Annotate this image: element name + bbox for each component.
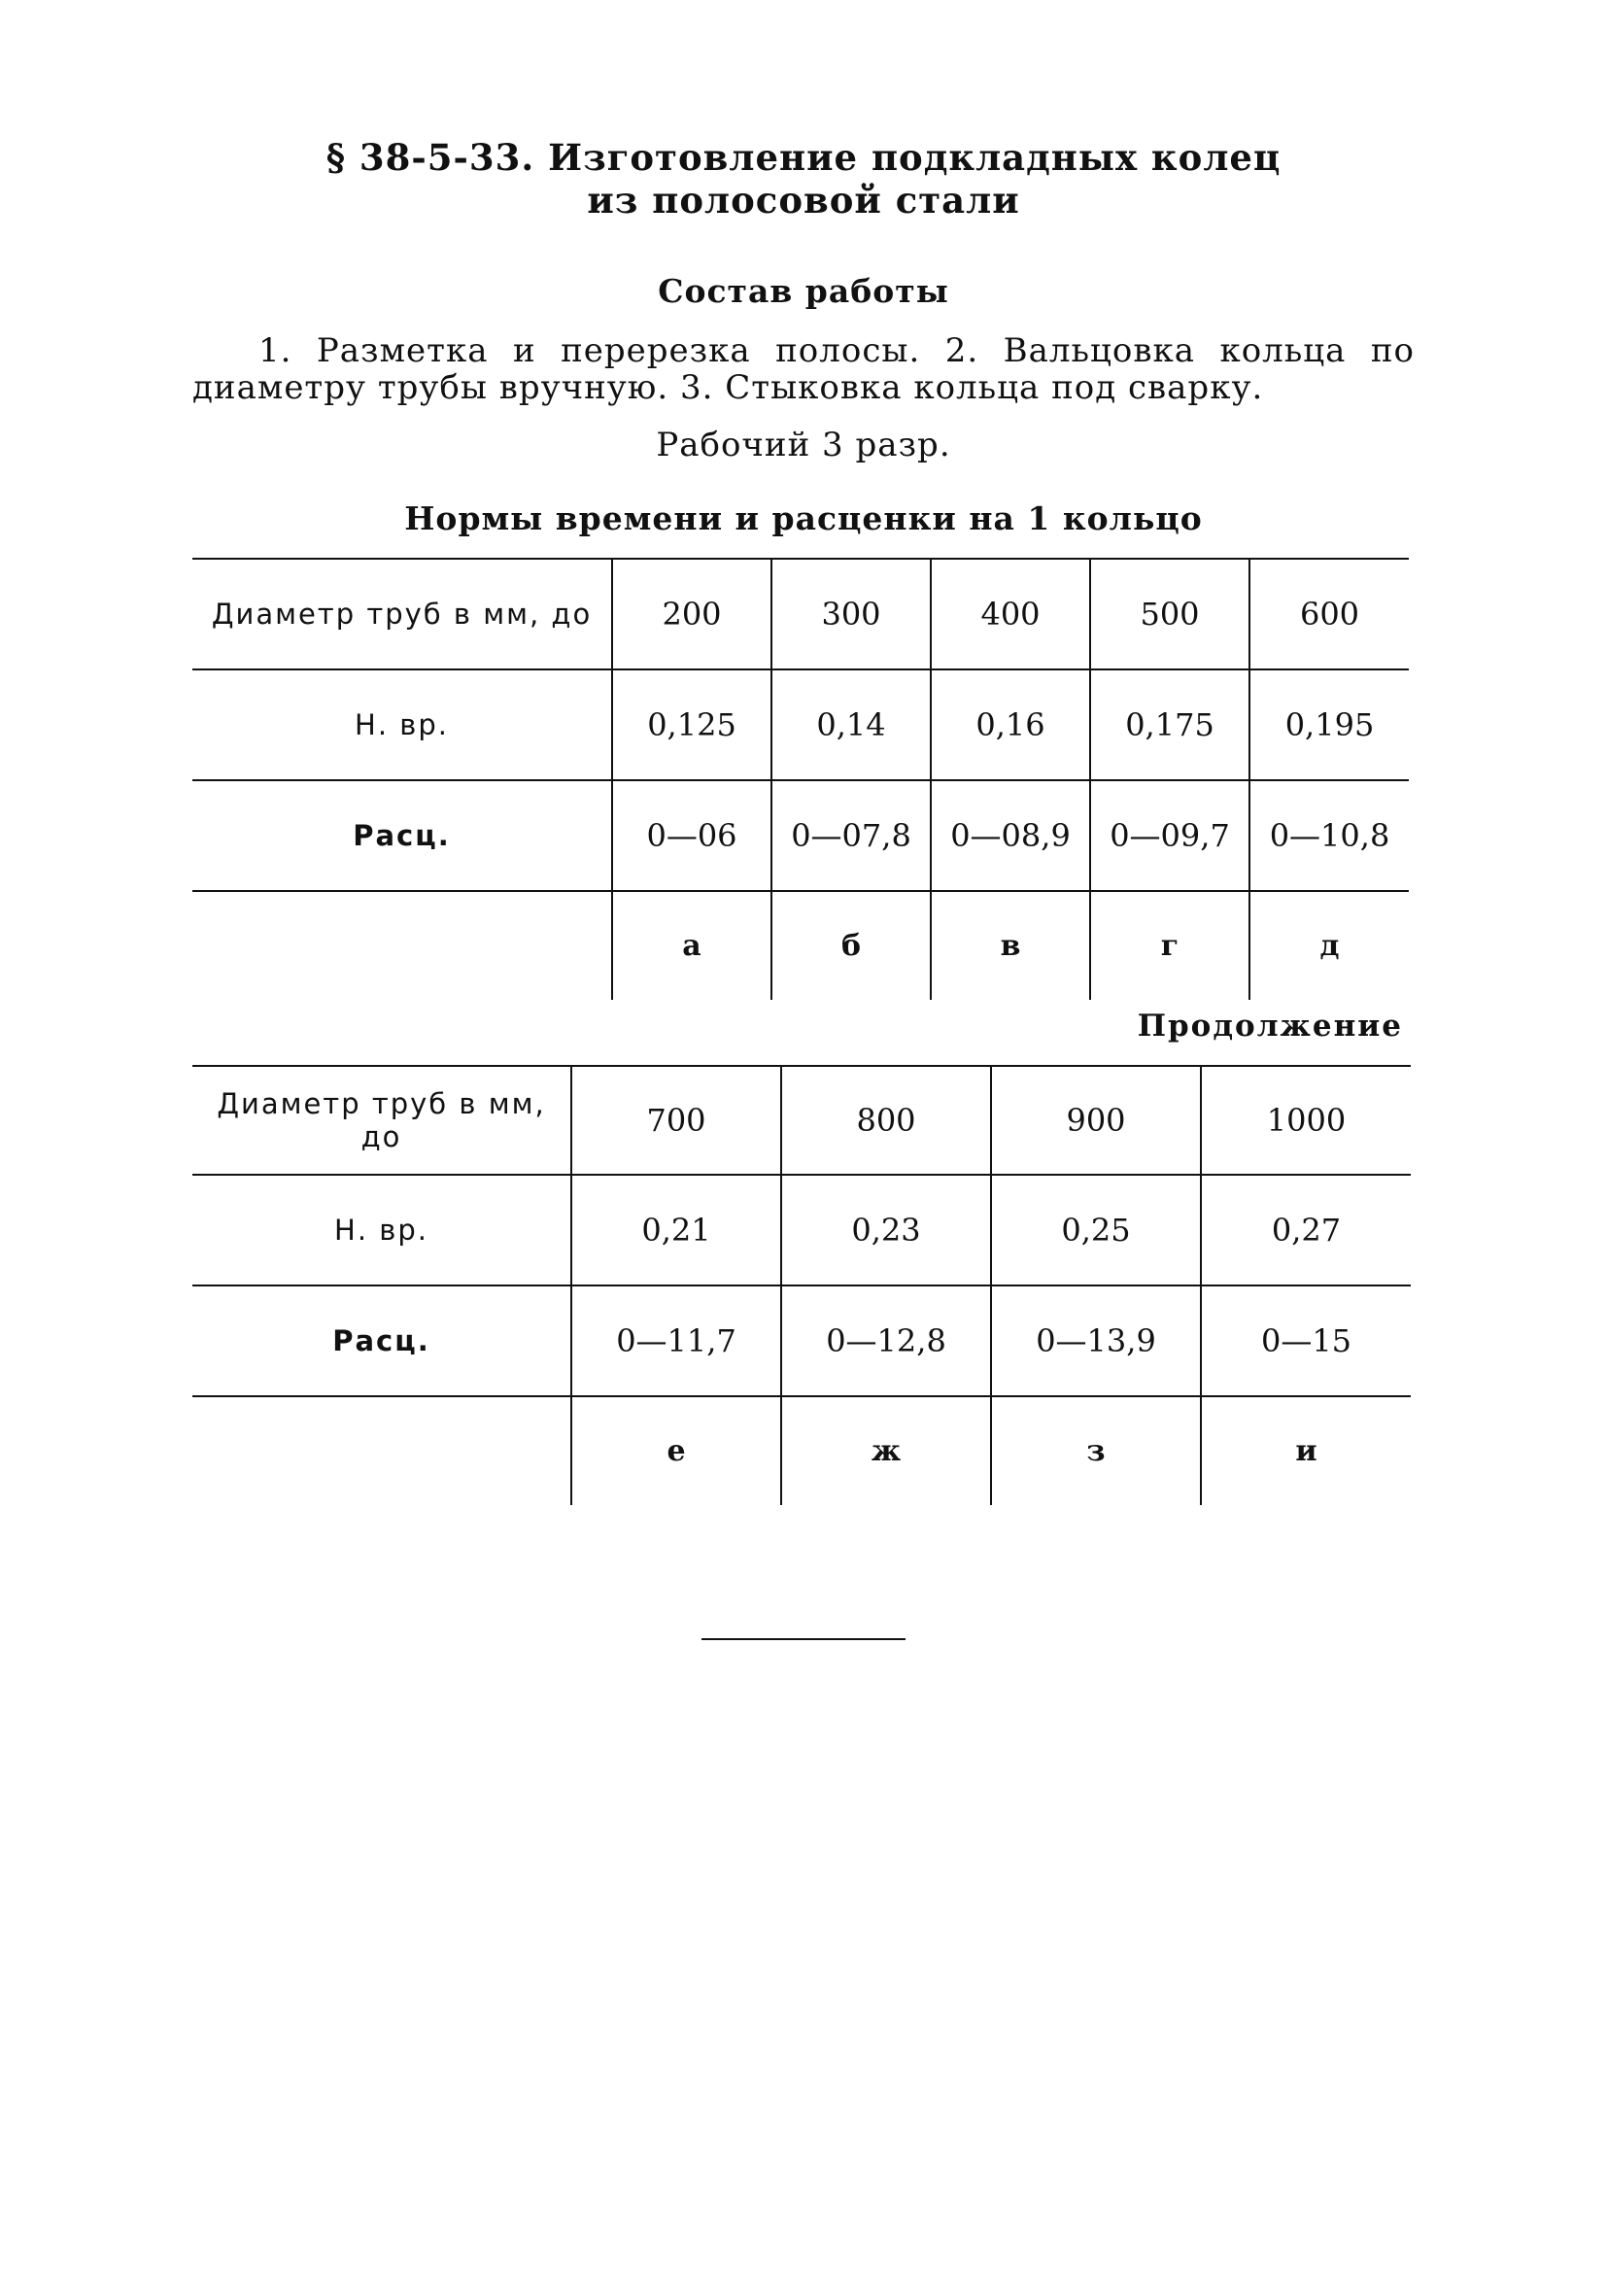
diameter-cell: 800 [781, 1066, 991, 1175]
table-row [192, 1066, 1411, 1175]
diameter-label: Диаметр труб в мм, до [192, 1066, 571, 1175]
work-description [192, 332, 1415, 406]
rate-cell: 0—12,8 [781, 1285, 991, 1396]
diameter-cell: 500 [1090, 559, 1249, 669]
norm-cell: 0,21 [571, 1175, 781, 1285]
norm-cell: 0,25 [991, 1175, 1201, 1285]
norm-cell: 0,14 [771, 669, 931, 780]
table-row [192, 559, 1409, 669]
column-letter: г [1090, 891, 1249, 1000]
table-row [192, 1175, 1411, 1285]
diameter-label: Диаметр труб в мм, до [192, 559, 612, 669]
table-row [192, 891, 1409, 1000]
norm-label: Н. вр. [192, 1175, 571, 1285]
norms-table-2 [192, 1065, 1411, 1505]
norms-title: Нормы времени и расценки на 1 кольцо [404, 499, 1203, 537]
norm-cell: 0,125 [612, 669, 771, 780]
column-letter: д [1249, 891, 1409, 1000]
rate-cell: 0—13,9 [991, 1285, 1201, 1396]
work-heading: Состав работы [658, 272, 949, 310]
column-letter: е [571, 1396, 781, 1505]
column-letter: з [991, 1396, 1201, 1505]
norms-table-1 [192, 558, 1409, 1000]
rate-cell: 0—11,7 [571, 1285, 781, 1396]
continuation-label: Продолжение [1137, 1009, 1403, 1044]
rate-cell: 0—07,8 [771, 780, 931, 891]
column-letter: а [612, 891, 771, 1000]
table-row [192, 669, 1409, 780]
diameter-cell: 300 [771, 559, 931, 669]
table-row [192, 1396, 1411, 1505]
norm-cell: 0,16 [931, 669, 1090, 780]
norm-cell: 0,195 [1249, 669, 1409, 780]
norm-cell: 0,175 [1090, 669, 1249, 780]
rate-label: Расц. [192, 1285, 571, 1396]
diameter-cell: 1000 [1201, 1066, 1411, 1175]
table-row [192, 780, 1409, 891]
letter-label-empty [192, 1396, 571, 1505]
norm-cell: 0,27 [1201, 1175, 1411, 1285]
column-letter: б [771, 891, 931, 1000]
rate-cell: 0—10,8 [1249, 780, 1409, 891]
table-row [192, 1285, 1411, 1396]
rate-label: Расц. [192, 780, 612, 891]
norm-cell: 0,23 [781, 1175, 991, 1285]
section-title-line2: из полосовой стали [587, 179, 1020, 222]
diameter-cell: 700 [571, 1066, 781, 1175]
worker-grade: Рабочий 3 разр. [656, 426, 951, 464]
diameter-cell: 400 [931, 559, 1090, 669]
diameter-cell: 900 [991, 1066, 1201, 1175]
norm-label: Н. вр. [192, 669, 612, 780]
column-letter: в [931, 891, 1090, 1000]
column-letter: ж [781, 1396, 991, 1505]
rate-cell: 0—09,7 [1090, 780, 1249, 891]
rate-cell: 0—15 [1201, 1285, 1411, 1396]
diameter-cell: 200 [612, 559, 771, 669]
end-rule [701, 1638, 906, 1640]
work-description-text: 1. Разметка и перерезка полосы. 2. Вальцовка кольца по диаметру трубы вручную. 3. Стыковка кольца под сварку. [192, 331, 1415, 407]
letter-label-empty [192, 891, 612, 1000]
rate-cell: 0—08,9 [931, 780, 1090, 891]
section-title-line1: § 38-5-33. Изготовление подкладных колец [325, 136, 1282, 179]
diameter-cell: 600 [1249, 559, 1409, 669]
column-letter: и [1201, 1396, 1411, 1505]
rate-cell: 0—06 [612, 780, 771, 891]
